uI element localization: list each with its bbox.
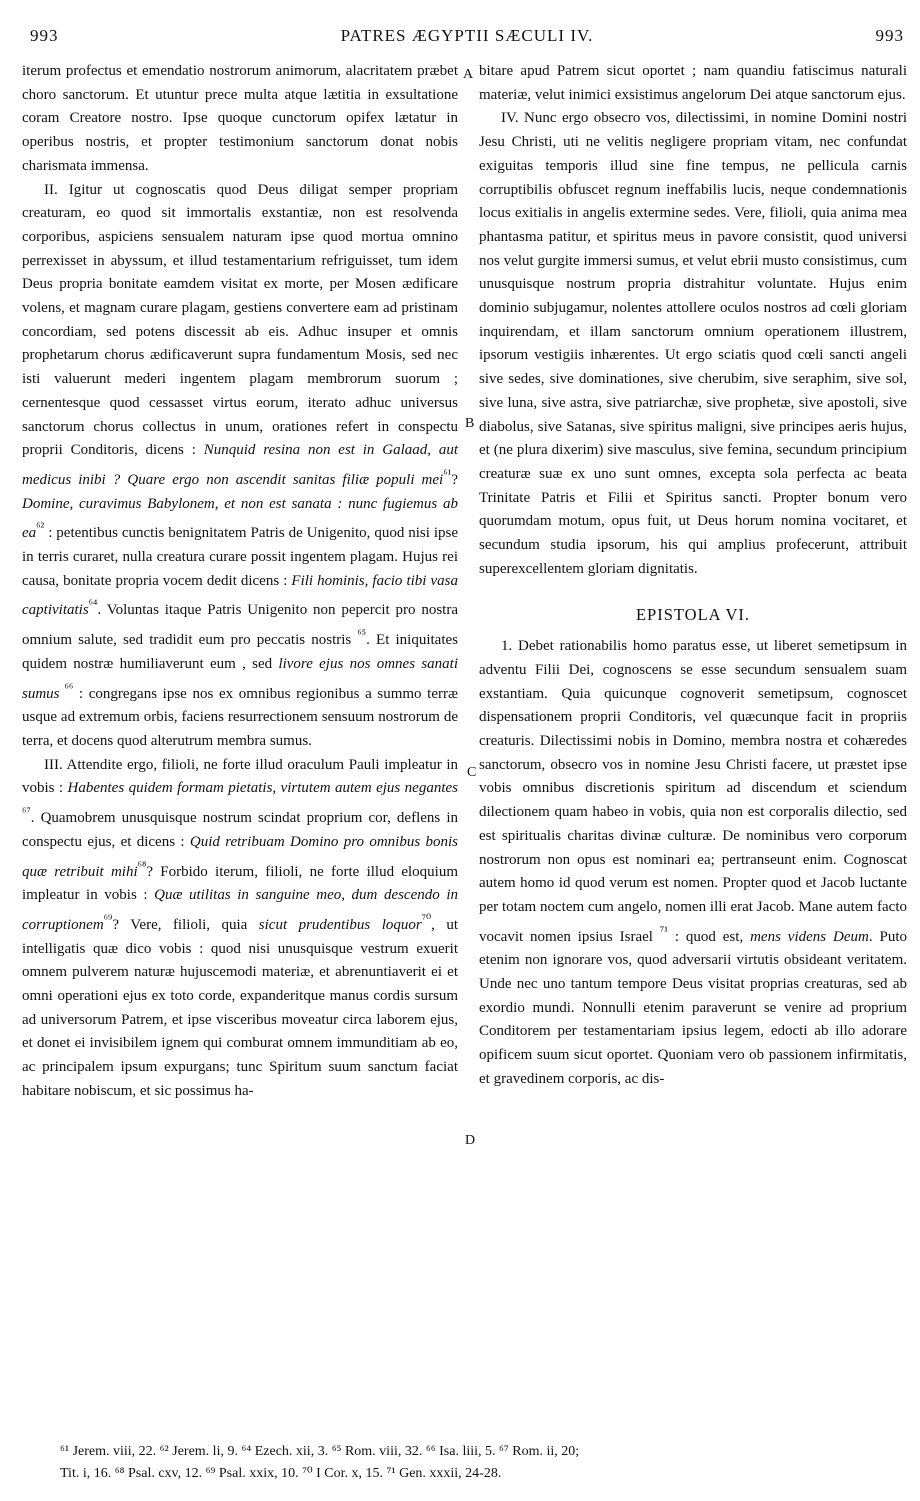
right-column (479, 60, 907, 1092)
footnote-line: ⁶¹ Jerem. viii, 22. ⁶² Jerem. li, 9. ⁶⁴ Ezech. xii, 3. ⁶⁵ Rom. viii, 32. ⁶⁶ Isa. liii, 5. ⁶⁷ Rom. ii, 20; (60, 1444, 580, 1459)
paragraph-continuation: bitare apud Patrem sicut oportet ; nam quandiu fatiscimus naturali materiæ, velut inimici exsistimus angelorum Dei atque sanctorum ejus. (479, 63, 907, 103)
quotation: Fili hominis, facio tibi vasa captivitatis (22, 572, 458, 619)
footnote-ref: ⁶⁷ (22, 805, 31, 820)
footnote-ref: ⁶² (36, 520, 45, 535)
quotation: mens videns Deum (750, 928, 869, 945)
text-run: ? Forbido iterum, filioli, ne forte illud eloquium impleatur in vobis : (22, 863, 458, 904)
paragraph-continuation: iterum profectus et emendatio nostrorum animorum, alacritatem præbet choro sanctorum. Et utuntur prece multa atque lætitia in exsultatione coram Creatore nostro. Ipse quoque cunctorum opifex lætatur in operibus nostris, et propter testimonium sanctorum donat nobis charismata immensa. (22, 63, 458, 174)
footnotes (60, 1441, 910, 1485)
text-run: ? Vere, filioli, quia (112, 916, 259, 933)
page-number-right: 993 (875, 26, 904, 45)
text-run: . Puto etenim non ignorare vos, quod adversarii virtutis obsideant veritatem. Unde nec uno tantum tempore Deus visitat proprias creaturas, sed ab exordio mundi. Nonnulli etenim paraverunt se venire ad proprium Conditorem per testamentariam ipsius legem, edocti ab illo adorare opificem suum sicut oportet. Quoniam vero ob passionem infirmitatis, et gravedinem corporis, ac dis- (479, 928, 907, 1087)
running-title: PATRES ÆGYPTII SÆCULI IV. (340, 26, 594, 45)
paragraph-section-2 (22, 179, 458, 754)
text-run: , ut intelligatis quæ dico vobis : quod nisi unusquisque vestrum exuerit omnem pulverem naturæ hujuscemodi materiæ, et abrenuntiaverit ei et omni operationi ejus ex toto corde, expanderitque manus cordis sursum ad universorum Patrem, et ipse visceribus moveatur circa laborem ejus, et donet ei invisibilem ignem qui comburat omnem immunditiam ab eo, ac principalem ipsum expurgans; tunc Spiritum suum sanctum faciat habitare nobiscum, et sic possimus ha- (22, 916, 458, 1099)
footnote-ref: ⁶⁶ (59, 680, 74, 695)
margin-marker-a: A (463, 67, 474, 82)
text-run: . Et iniquitates quidem nostræ humiliaverunt eum , sed (22, 632, 458, 672)
footnote-ref: ⁶⁹ (103, 911, 113, 926)
quotation: Quæ utilitas in sanguine meo, dum descendo in corruptionem (22, 887, 458, 933)
footnote-line: Tit. i, 16. ⁶⁸ Psal. cxv, 12. ⁶⁹ Psal. xxix, 10. ⁷⁰ I Cor. x, 15. ⁷¹ Gen. xxxii, 24-28. (60, 1466, 502, 1481)
text-run: ? (451, 471, 458, 488)
paragraph-epistle-6-section-1 (479, 635, 907, 1091)
footnote-ref: ⁷¹ (659, 923, 668, 938)
running-head (30, 26, 904, 52)
quotation: Quid retribuam Domino pro omnibus bonis quæ retribuit mihi (22, 833, 458, 880)
epistle-heading: EPISTOLA VI. (635, 605, 751, 625)
quotation: sicut prudentibus loquor (258, 916, 422, 933)
text-run: . Voluntas itaque Patris Unigenito non pepercit pro nostra omnium salute, sed tradidit eum pro peccatis nostris (22, 602, 458, 649)
text-run: : petentibus cunctis benignitatem Patris de Unigenito, quod nisi ipse in terris curaret, nulla creatura curare possit ingentem plagam. Hujus rei causa, bonitate propria vocem dedit dicens : (22, 525, 458, 589)
margin-marker-c: C (467, 765, 477, 780)
footnote-ref: ⁶⁴ (88, 597, 98, 612)
text-run: : congregans ipse nos ex omnibus regionibus a summo terræ usque ad extremum orbis, faciens resurrectionem sensuum nostrorum de terra, et docens quod alterutrum membra sumus. (22, 685, 459, 749)
paragraph-section-4: IV. Nunc ergo obsecro vos, dilectissimi, in nomine Domini nostri Jesu Christi, uti ne velitis negligere propriam vitam, nec confundat exiguitas temporis illud sine fine tempus, ne pellicula carnis corruptibilis obfuscet regnum ineffabilis lucis, neque condemnationis locus exitialis in angelis extermine sedes. Vere, filioli, quia anima mea phantasma patitur, et spiritus meus in pavore consistit, quod universi nos velut gurgite immersi sumus, et velut ebrii musto consistimus, cum unusquisque nostrum propria distrahitur voluntate. Hujus enim dominio subjugamur, nolentes attollere oculos nostros ad cœli gloriam inquirendam, et illam sanctorum omnium operationem illustrem, ipsorum vestigiis inhærentes. Ut ergo sciatis quod cœli sancti angeli sive sedes, sive dominationes, sive cherubim, sive seraphim, sive sol, sive luna, sive astra, sive patriarchæ, sive prophetæ, sive apostoli, sive diabolus, sive Satanas, sive spiritus maligni, sive principes aeris hujus, et (ne plura dixerim) sive masculus, sive femina, secundum principium creaturæ suæ ex uno sunt omnes, excepta sola perfecta ac beata Trinitate Patris et Filii et Spiritus sancti. Propter bonum vero quorumdam motum, opus fuit, ut Deus horum nomina vocitaret, et secundum studia ipsorum, his qui amplius profecerunt, attribuit superexcellentem gloriam dignitatis. (479, 110, 907, 577)
text-run: . Quamobrem unusquisque nostrum scindat proprium cor, deflens in conspectu ejus, et dicens : (22, 810, 458, 850)
paragraph-section-3 (22, 754, 458, 1104)
page-number-left: 993 (30, 26, 59, 45)
quotation: Nunquid resina non est in Galaad, aut medicus inibi ? Quare ergo non ascendit sanitas filiæ populi mei (22, 442, 458, 488)
margin-marker-b: B (465, 416, 475, 431)
footnote-ref: ⁶¹ (443, 466, 452, 481)
text-run: II. Igitur ut cognoscatis quod Deus diligat semper propriam creaturam, eo quod sit immortalis exstantiæ, non est resolvenda corporibus, aspiciens sensualem naturam ipse quod mortua omnino perrexisset in abyssum, et illud testamentarium refriguisset, tum idem Deus propria bonitate eamdem visitat ex morte, per Mosen ædificare volens, et magnam curare plagam, gestiens convertere eam ad pristinam concordiam, sed potens discessit ab eis. Adhuc insuper et omnis prophetarum chorus ædificaverunt supra fundamentum Mosis, sed nec isti valuerunt mederi ingentem plagam membrorum suorum ; cernentesque quod cessasset virtus eorum, iterato adhuc universus sanctorum chorus collectus in unum, orationes refert in conspectu proprii Conditoris, dicens : (22, 181, 458, 459)
text-run: 1. Debet rationabilis homo paratus esse, ut liberet semetipsum in adventu Filii Dei, cognoscens se esse secundum sensualem suam exstantiam. Quia quicunque cognoverit semetipsum, cognoscet dispensationem proprii Conditoris, vel quæcunque facit in propriis creaturis. Dilectissimi nobis in Domino, membra nostra et cohæredes sanctorum, obsecro vos in nomine Jesu Christi facere, ut præstet ipse vobis omnibus discretionis spiritum ad discendum et sciendum dilectionem quam habeo in vobis, quia non est corporalis dilectio, sed est spiritualis charitas divinæ culturæ. De nominibus vero corporum nostrorum non opus est nominari ea; pertranseunt enim. Cognoscat autem homo id quod verum est nomen. Propter quod et Jacob luctante per totam noctem cum angelo, nomen illi erat Jacob. Mane autem facto vocavit nomen ipsius Israel (479, 638, 907, 945)
quotation: Domine, curavimus Babylonem, et non est sanata : nunc fugiemus ab ea (22, 495, 458, 542)
quotation: livore ejus nos omnes sanati sumus (22, 655, 459, 702)
text-run: III. Attendite ergo, filioli, ne forte illud oraculum Pauli impleatur in vobis : (22, 756, 458, 797)
left-column (22, 60, 458, 1104)
footnote-ref: ⁶⁸ (137, 858, 147, 873)
margin-marker-d: D (465, 1133, 476, 1148)
footnote-ref: ⁶⁵ (357, 627, 367, 642)
footnote-ref: ⁷⁰ (421, 911, 432, 926)
quotation: Habentes quidem formam pietatis, virtutem autem ejus negantes (67, 780, 458, 797)
text-run: : quod est, (667, 928, 751, 945)
